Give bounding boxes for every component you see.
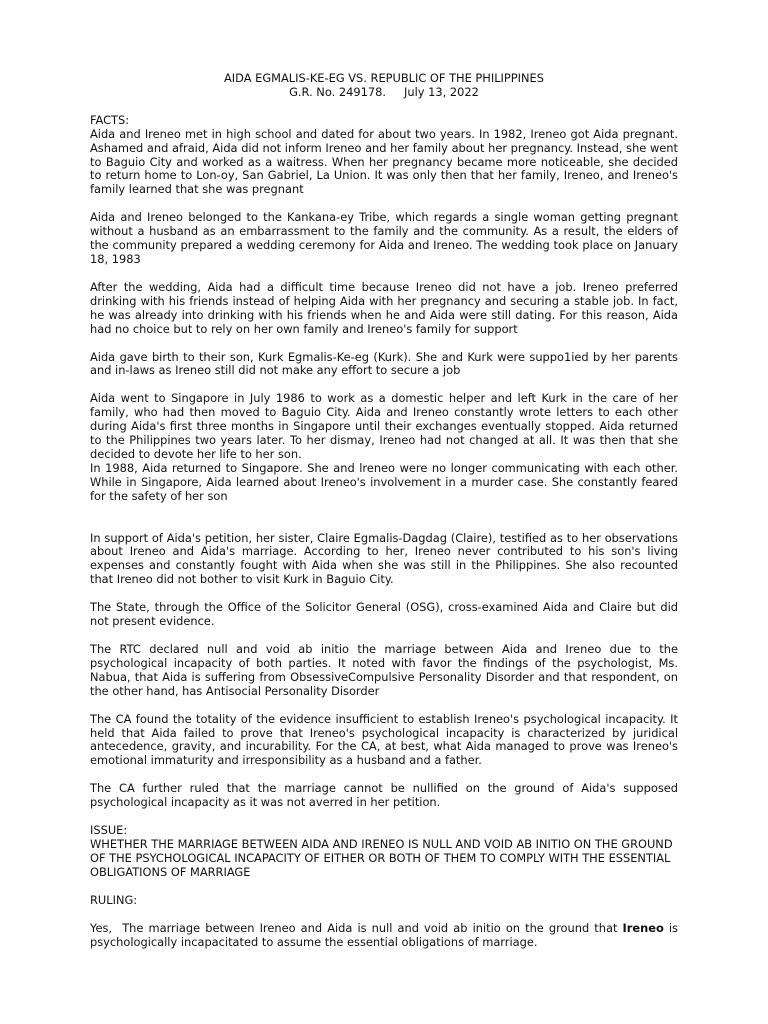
facts-paragraph-2: Aida and Ireneo belonged to the Kankana-ey Tribe, which regards a single woman getting pregnant without a husband as an embarrassment to the family and the community. As a result, the elders of the community prepared a wedding ceremony for Aida and Ireneo. The wedding took place on January 18, 1983 [90,210,678,266]
facts-label: FACTS: [90,112,130,127]
issue-text: WHETHER THE MARRIAGE BETWEEN AIDA AND IRENEO IS NULL AND VOID AB INITIO ON THE GROUND OF THE PSYCHOLOGICAL INCAPACITY OF EITHER OR BOTH OF THEM TO COMPLY WITH THE ESSENTIAL OBLIGATIONS OF MARRIAGE [90,836,673,879]
ruling-text-end: is psychologically incapacitated to assume the essential obligations of marriage. [90,920,682,949]
facts-paragraph-6: In 1988, Aida returned to Singapore. She and lreneo were no longer communicating with each other. While in Singapore, Aida learned about Ireneo's involvement in a murder case. She constantly feared for the safety of her son [90,460,678,503]
facts-paragraph-8: The State, through the Office of the Solicitor General (OSG), cross-examined Aida and Claire but did not present evidence. [90,600,678,629]
ruling-text-emphasis: Ireneo [622,920,664,935]
document-page [90,71,682,963]
facts-paragraph-9: The RTC declared null and void ab initio the marriage between Aida and Ireneo due to the psychological incapacity of both parties. It noted with favor the findings of the psychologist, Ms. Nabua, that Aida is suffering from ObsessiveCompulsive Personality Disorder and that respondent, on the other hand, has Antisocial Personality Disorder [90,642,678,698]
facts-paragraph-1: Aida and Ireneo met in high school and dated for about two years. In 1982, Ireneo got Aida pregnant. Ashamed and afraid, Aida did not inform Ireneo and her family about her pregnancy. Instead, she went to Baguio City and worked as a waitress. When her pregnancy became more noticeable, she decided to return home to Lon-oy, San Gabriel, La Union. It was only then that her family, Ireneo, and Ireneo's family learned that she was pregnant [90,126,678,197]
ruling-text [90,920,682,950]
case-citation: G.R. No. 249178. July 13, 2022 [289,84,479,99]
ruling-label: RULING: [90,892,138,907]
facts-paragraph-5: Aida went to Singapore in July 1986 to work as a domestic helper and left Kurk in the care of her family, who had then moved to Baguio City. Aida and Ireneo constantly wrote letters to each other during Aida's first three months in Singapore until their exchanges eventually stopped. Aida returned to the Philippines two years later. To her dismay, Ireneo had not changed at all. It was then that she decided to devote her life to her son. [90,391,678,461]
facts-paragraph-4: Aida gave birth to their son, Kurk Egmalis-Ke-eg (Kurk). She and Kurk were suppo1ied by her parents and in-laws as Ireneo still did not make any effort to secure a job [90,349,678,378]
case-title: AIDA EGMALIS-KE-EG VS. REPUBLIC OF THE PHILIPPINES [224,71,544,85]
facts-paragraph-11: The CA further ruled that the marriage cannot be nullified on the ground of Aida's supposed psychological incapacity as it was not averred in her petition. [90,781,678,810]
issue-label: ISSUE: [90,823,128,838]
facts-paragraph-7: In support of Aida's petition, her sister, Claire Egmalis-Dagdag (Claire), testified as to her observations about Ireneo and Aida's marriage. According to her, Ireneo never contributed to his son's living expenses and constantly fought with Aida when she was still in the Philippines. She also recounted that Ireneo did not bother to visit Kurk in Baguio City. [90,530,678,587]
facts-paragraph-10: The CA found the totality of the evidence insufficient to establish Ireneo's psychological incapacity. It held that Aida failed to prove that Ireneo's psychological incapacity is characterized by juridical antecedence, gravity, and incurability. For the CA, at best, what Aida managed to prove was Ireneo's emotional immaturity and irresponsibility as a husband and a father. [90,711,678,768]
facts-paragraph-3: After the wedding, Aida had a difficult time because Ireneo did not have a job. Ireneo preferred drinking with his friends instead of helping Aida with her pregnancy and securing a stable job. In fact, he was already into drinking with his friends when he and Aida were still dating. For this reason, Aida had no choice but to rely on her own family and Ireneo's family for support [90,279,678,336]
ruling-text-start: Yes, The marriage between Ireneo and Aida is null and void ab initio on the ground that [90,920,623,935]
case-header [90,72,678,100]
